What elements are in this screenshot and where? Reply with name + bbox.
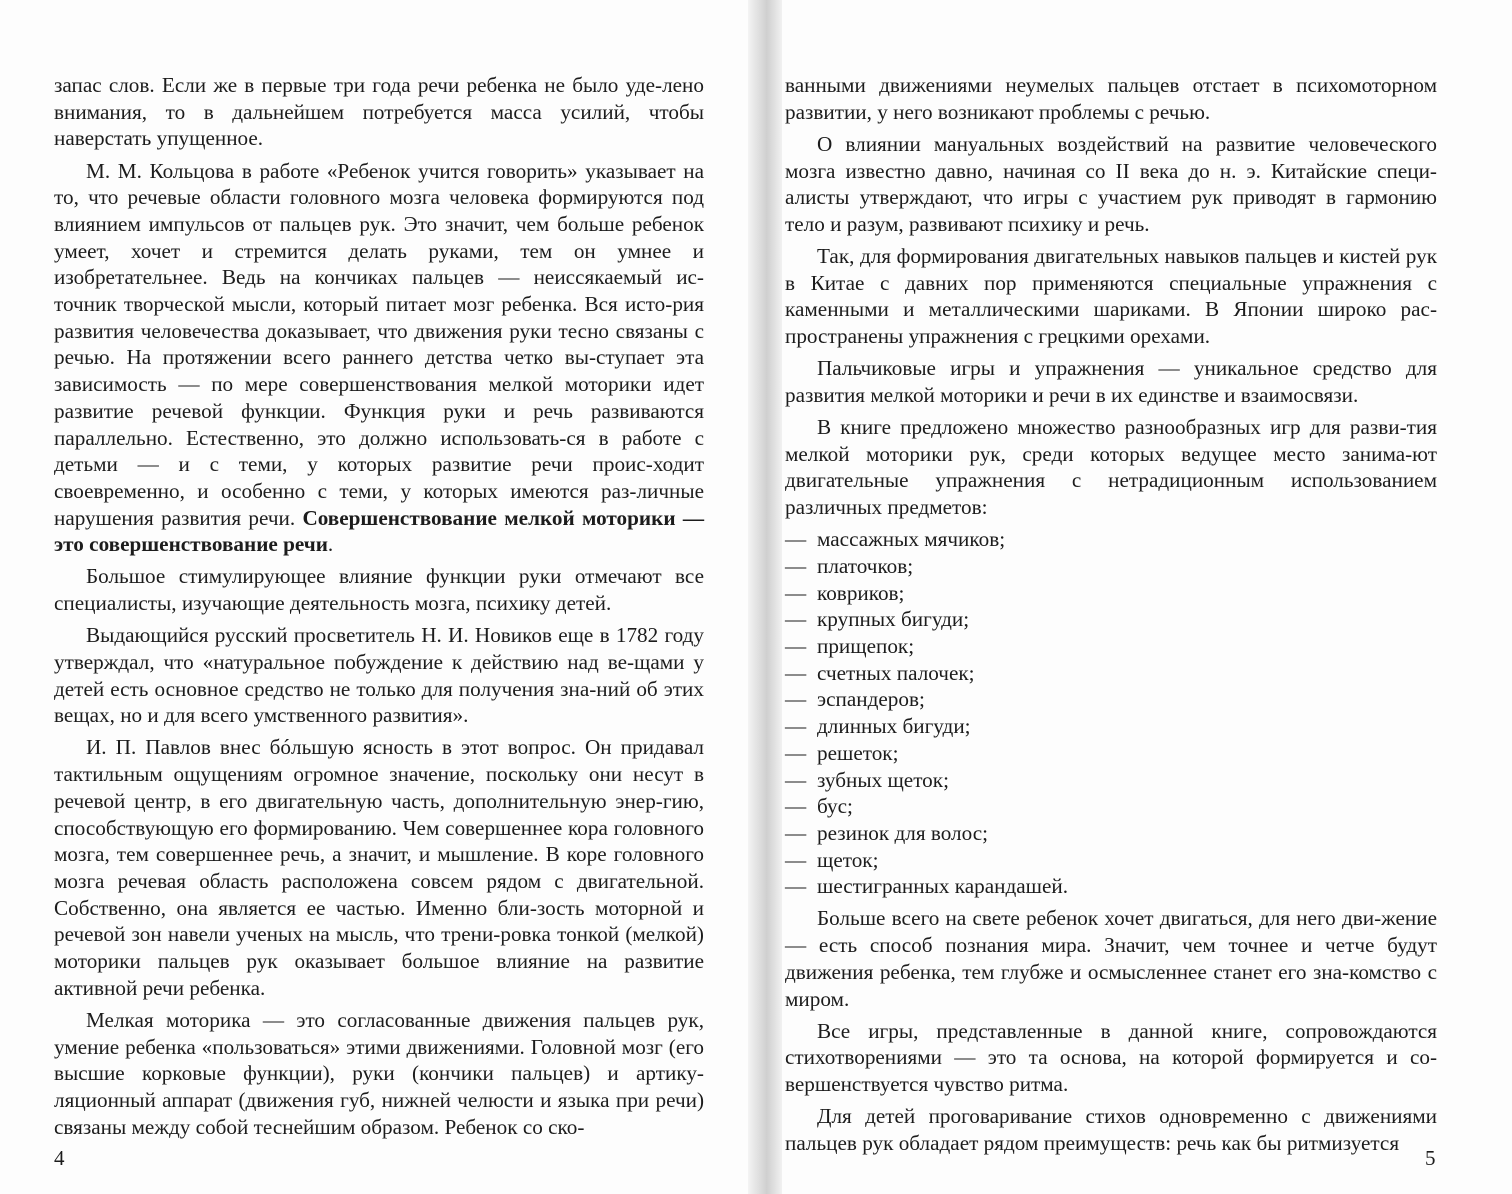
page-number-right: 5 (1425, 1146, 1436, 1170)
paragraph: Так, для формирования двигательных навыков пальцев и кистей рук в Китае с давних пор применяются специальные упражнения с каменными и металлическими шариками. В Японии широко рас-пространены упражнения с грецкими орехами. (785, 244, 1437, 349)
paragraph: Все игры, представленные в данной книге, сопровождаются стихотворениями — это та основа, на которой формируется и со-вершенствуется чувство ритма. (785, 1018, 1437, 1097)
list-dash: — (785, 553, 807, 578)
paragraph-koltsova (54, 158, 704, 559)
page-number-left: 4 (54, 1146, 65, 1170)
bold-statement-period: . (327, 532, 334, 557)
paragraph: Пальчиковые игры и упражнения — уникальное средство для развития мелкой моторики и речи в их единстве и взаимосвязи. (785, 356, 1437, 407)
list-dash: — (785, 794, 807, 819)
paragraph: Больше всего на свете ребенок хочет двигаться, для него дви-жение — есть способ познания мира. Значит, чем точнее и четче будут движения ребенка, тем глубже и осмысленнее станет его зна-комство с миром. (785, 906, 1437, 1011)
paragraph: Для детей проговаривание стихов одновременно с движениями пальцев рук обладает рядом преимуществ: речь как бы ритмизуется (785, 1104, 1437, 1155)
paragraph-text: М. М. Кольцова в работе «Ребенок учится говорить» указывает на то, что речевые области головного мозга человека формируются под влиянием импульсов от пальцев рук. Это значит, чем больше ребенок умеет, хочет и стремится делать руками, тем он умнее и изобретательнее. Ведь на кончиках пальцев — неиссякаемый ис-точник творческой мысли, который питает мозг ребенка. Вся исто-рия развития человечества доказывает, что движения руки тесно связаны с речью. На протяжении всего раннего детства четко вы-ступает эта зависимость — по мере совершенствования мелкой моторики идет развитие речевой функции. Функция руки и речь развиваются параллельно. Естественно, это должно использовать-ся в работе с детьми — и с теми, у которых развитие речи проис-ходит своевременно, и особенно с теми, у которых имеются раз-личные нарушения развития речи. (54, 158, 704, 530)
list-item: — ковриков; (785, 580, 905, 605)
book-gutter (748, 0, 782, 1194)
list-item: — зубных щеток; (785, 767, 949, 792)
paragraph: запас слов. Если же в первые три года речи ребенка не было уде-лено внимания, то в дальнейшем потребуется масса усилий, чтобы наверстать упущенное. (54, 73, 704, 151)
list-dash: — (785, 607, 807, 632)
list-dash: — (785, 820, 807, 845)
paragraph: Мелкая моторика — это согласованные движения пальцев рук, умение ребенка «пользоваться» этими движениями. Головной мозг (его высшие корковые функции), руки (кончики пальцев) и артику-ляционный аппарат (движения губ, нижней челюсти и языка при речи) связаны между собой теснейшим образом. Ребенок со ско- (54, 1007, 704, 1139)
list-item: — крупных бигуди; (785, 607, 970, 632)
paragraph: Большое стимулирующее влияние функции руки отмечают все специалисты, изучающие деятельность мозга, психику детей. (54, 564, 704, 616)
list-item: — счетных палочек; (785, 660, 975, 685)
items-list (785, 526, 1437, 900)
list-dash: — (785, 874, 807, 899)
paragraph: О влиянии мануальных воздействий на развитие человеческого мозга известно давно, начиная со II века до н. э. Китайские специ-алисты утверждают, что игры с участием рук приводят в гармонию тело и разум, развивают психику и речь. (785, 131, 1437, 236)
list-dash: — (785, 687, 807, 712)
list-dash: — (785, 740, 807, 765)
list-item: — платочков; (785, 553, 914, 578)
list-item: — длинных бигуди; (785, 714, 971, 739)
paragraph: И. П. Павлов внес бóльшую ясность в этот вопрос. Он придавал тактильным ощущениям огромное значение, поскольку они несут в речевой центр, в его двигательную часть, дополнительную энер-гию, способствующую его формированию. Чем совершеннее кора головного мозга, тем совершеннее речь, а значит, и мышление. В коре головного мозга речевая область расположена совсем рядом с двигательной. Собственно, она является ее частью. Именно бли-зость моторной и речевой зон навели ученых на мысль, что трени-ровка тонкой (мелкой) моторики пальцев рук оказывает большое влияние на развитие активной речи ребенка. (54, 735, 704, 1000)
paragraph: Выдающийся русский просветитель Н. И. Новиков еще в 1782 году утверждал, что «натуральное побуждение к действию над ве-щами у детей есть основное средство не только для получения зна-ний об этих вещах, но и для всего умственного развития». (54, 623, 704, 728)
list-item: — прищепок; (785, 634, 915, 659)
list-dash: — (785, 767, 807, 792)
left-page-text (54, 72, 704, 1146)
list-item: — эспандеров; (785, 687, 925, 712)
list-dash: — (785, 714, 807, 739)
list-dash: — (785, 847, 807, 872)
left-page (0, 0, 748, 1194)
paragraph: В книге предложено множество разнообразных игр для разви-тия мелкой моторики рук, среди которых ведущее место занима-ют двигательные упражнения с нетрадиционным использованием различных предметов: (785, 415, 1437, 520)
paragraph-continuation: ванными движениями неумелых пальцев отстает в психомоторном развитии, у него возникают проблемы с речью. (785, 73, 1437, 124)
bold-statement: Совершенствование мелкой моторики — это совершенствование речи (54, 505, 705, 557)
list-item: — массажных мячиков; (785, 527, 1006, 552)
list-dash: — (785, 527, 807, 552)
right-page-text (785, 72, 1437, 1162)
list-item: — шестигранных карандашей. (785, 874, 1068, 899)
list-item: — щеток; (785, 847, 879, 872)
right-page (782, 0, 1512, 1194)
list-dash: — (785, 580, 807, 605)
list-dash: — (785, 634, 807, 659)
list-item: — резинок для волос; (785, 820, 989, 845)
list-item: — решеток; (785, 740, 899, 765)
list-dash: — (785, 660, 807, 685)
list-item: — бус; (785, 794, 853, 819)
